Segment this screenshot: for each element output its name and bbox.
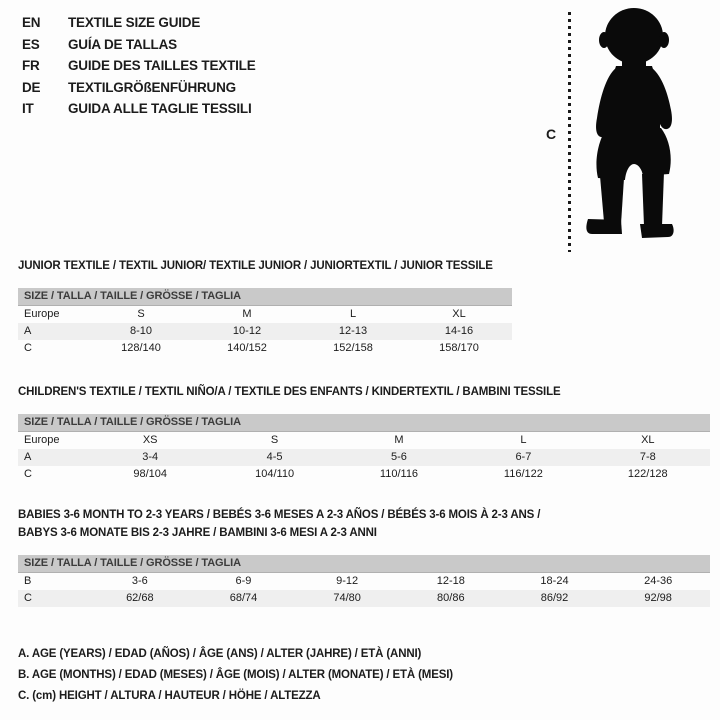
size-cell: 18-24 [540,575,569,587]
table-row-height [18,466,710,483]
size-cell: 12-13 [338,325,368,337]
table-row-age [18,449,710,466]
language-code: DE [22,79,41,95]
size-cell: 140/152 [227,342,267,354]
row-label: C [24,592,32,604]
footnote-b: B. AGE (MONTHS) / EDAD (MESES) / ÂGE (MOIS) / ALTER (MONATE) / ETÀ (MESI) [18,669,453,681]
size-cell: 3-4 [142,451,159,463]
language-item-de [22,77,256,99]
size-cell: 24-36 [644,575,673,587]
row-label: Europe [24,308,60,320]
language-label: GUIDA ALLE TAGLIE TESSILI [68,101,252,117]
row-label: B [24,575,32,587]
table-header-bar: SIZE / TALLA / TAILLE / GRÖSSE / TAGLIA [18,288,512,306]
size-cell: 4-5 [266,451,283,463]
language-item-en [22,12,256,34]
size-cell: 74/80 [333,592,361,604]
language-label: TEXTILE SIZE GUIDE [68,15,201,31]
section-title-babies [18,506,540,542]
size-cell: XS [142,434,158,446]
size-cell: S [270,434,279,446]
table-row-age-months [18,573,710,590]
table-row-europe [18,432,710,449]
language-item-fr [22,55,256,77]
size-cell: 122/128 [627,468,668,480]
size-cell: 6-9 [235,575,252,587]
row-label: A [24,451,32,463]
size-cell: 5-6 [391,451,407,463]
language-item-es [22,34,256,56]
language-code: EN [22,15,41,31]
section-title-babies-line1: BABIES 3-6 MONTH TO 2-3 YEARS / BEBÉS 3-6 MESES A 2-3 AÑOS / BÉBÉS 3-6 MOIS À 2-3 ANS / [18,509,541,521]
size-cell: 68/74 [229,592,258,604]
table-header-bar: SIZE / TALLA / TAILLE / GRÖSSE / TAGLIA [18,555,710,573]
size-cell: 10-12 [232,325,262,337]
size-cell: 6-7 [515,451,532,463]
language-label: TEXTILGRÖßENFÜHRUNG [68,79,236,95]
size-cell: 152/158 [333,342,373,354]
size-cell: 14-16 [444,325,474,337]
size-cell: 12-18 [436,575,465,587]
footnotes [18,644,453,707]
row-label: A [24,325,32,337]
table-row-age [18,323,512,340]
size-cell: 128/140 [121,342,161,354]
size-cell: 3-6 [131,575,148,587]
size-table-junior [18,288,512,357]
size-cell: L [520,434,527,446]
size-cell: 8-10 [129,325,153,337]
table-header-bar: SIZE / TALLA / TAILLE / GRÖSSE / TAGLIA [18,414,710,432]
size-cell: XL [452,308,466,320]
size-cell: 7-8 [639,451,656,463]
size-cell: 9-12 [336,575,359,587]
row-label: C [24,342,32,354]
table-row-europe [18,306,512,323]
section-title-babies-line2: BABYS 3-6 MONATE BIS 2-3 JAHRE / BAMBINI 3-6 MESI A 2-3 ANNI [18,527,377,539]
size-table-babies [18,555,710,607]
language-code: FR [22,58,40,74]
row-label: C [24,468,32,480]
size-cell: 62/68 [126,592,154,604]
row-label: Europe [24,434,60,446]
size-cell: 80/86 [437,592,465,604]
size-cell: 110/116 [379,468,419,480]
height-measure-label: C [546,126,557,142]
size-cell: 92/98 [644,592,672,604]
size-cell: M [242,308,252,320]
language-code: ES [22,36,40,52]
size-cell: 104/110 [255,468,295,480]
size-cell: M [394,434,404,446]
size-cell: XL [641,434,655,446]
language-item-it [22,98,256,120]
height-figure [540,2,716,258]
height-measure-dotted-line [568,12,571,252]
section-title-junior: JUNIOR TEXTILE / TEXTIL JUNIOR/ TEXTILE JUNIOR / JUNIORTEXTIL / JUNIOR TESSILE [18,260,493,272]
size-cell: 86/92 [540,592,569,604]
footnote-c: C. (cm) HEIGHT / ALTURA / HAUTEUR / HÖHE / ALTEZZA [18,690,321,702]
size-cell: S [137,308,145,320]
language-code: IT [22,101,34,117]
section-title-children: CHILDREN'S TEXTILE / TEXTIL NIÑO/A / TEXTILE DES ENFANTS / KINDERTEXTIL / BAMBINI TESSILE [18,386,561,398]
size-table-children [18,414,710,483]
size-cell: 158/170 [439,342,479,354]
size-cell: L [349,308,357,320]
table-row-height [18,340,512,357]
size-cell: 116/122 [503,468,543,480]
footnote-a: A. AGE (YEARS) / EDAD (AÑOS) / ÂGE (ANS) / ALTER (JAHRE) / ETÀ (ANNI) [18,648,422,660]
table-row-height [18,590,710,607]
language-label: GUIDE DES TAILLES TEXTILE [68,58,256,74]
size-cell: 98/104 [133,468,168,480]
toddler-silhouette-icon [580,6,692,248]
language-label: GUÍA DE TALLAS [68,36,177,52]
language-list [22,12,256,120]
